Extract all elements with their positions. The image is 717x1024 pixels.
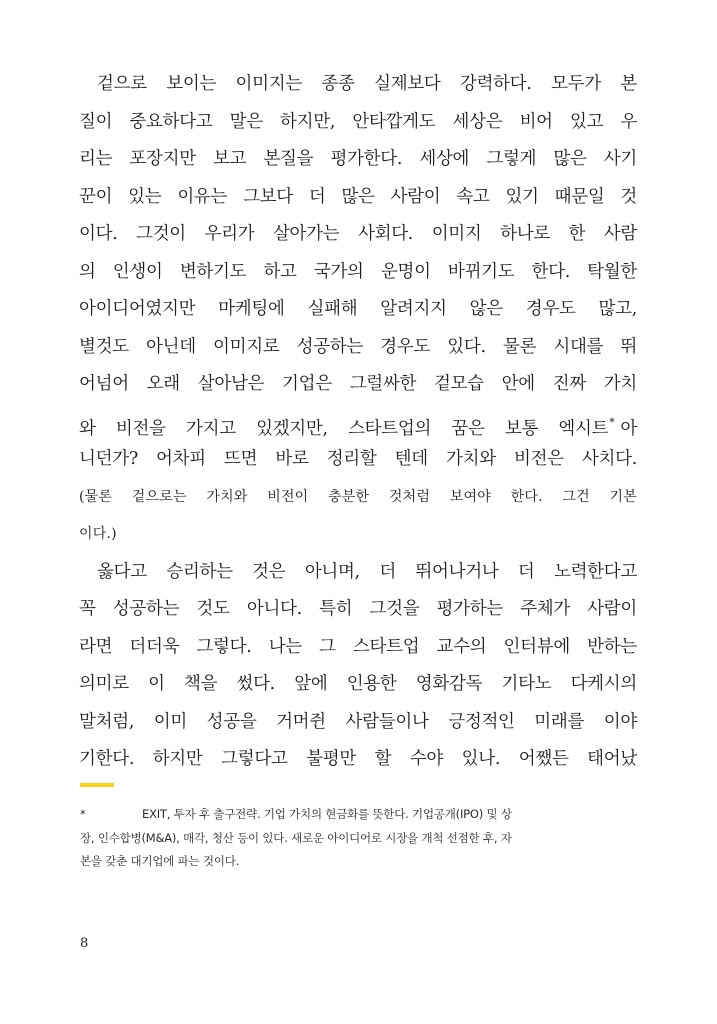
body-line: 의 인생이 변하기도 하고 국가의 운명이 바뀌기도 한다. 탁월한 bbox=[79, 261, 637, 282]
body-line-text: 아 bbox=[620, 418, 637, 439]
body-line: 말처럼, 이미 성공을 거머쥔 사람들이나 긍정적인 미래를 이야 bbox=[79, 711, 637, 732]
footnote-divider bbox=[80, 783, 114, 787]
body-line-with-footnote-ref bbox=[79, 404, 637, 442]
body-line: 어넘어 오래 살아남은 기업은 그럴싸한 겉모습 안에 진짜 가치 bbox=[79, 374, 637, 394]
body-line: 아이디어였지만 마케팅에 실패해 알려지지 않은 경우도 많고, bbox=[79, 299, 637, 319]
body-text bbox=[79, 66, 637, 779]
body-line: 별것도 아닌데 이미지로 성공하는 경우도 있다. 물론 시대를 뛰 bbox=[79, 336, 637, 357]
page-number: 8 bbox=[80, 936, 89, 951]
footnote-line: 장, 인수합병(M&A), 매각, 청산 등이 있다. 새로운 아이디어로 시장을 개척 선점한 후, 자 bbox=[80, 830, 512, 845]
footnote-reference-marker[interactable]: * bbox=[609, 415, 615, 429]
body-line: 꾼이 있는 이유는 그보다 더 많은 사람이 속고 있기 때문일 것 bbox=[79, 186, 637, 207]
body-line: 기한다. 하지만 그렇다고 불평만 할 수야 있나. 어쨌든 태어났 bbox=[79, 749, 637, 769]
body-line: 겉으로 보이는 이미지는 종종 실제보다 강력하다. 모두가 본 bbox=[97, 74, 637, 94]
body-line: 꼭 성공하는 것도 아니다. 특히 그것을 평가하는 주체가 사람이 bbox=[79, 599, 637, 619]
body-line: 옳다고 승리하는 것은 아니며, 더 뛰어나거나 더 노력한다고 bbox=[97, 561, 637, 582]
body-line: 질이 중요하다고 말은 하지만, 안타깝게도 세상은 비어 있고 우 bbox=[79, 111, 637, 132]
footnote-line bbox=[80, 803, 636, 827]
footnote-text: EXIT, 투자 후 출구전략. 기업 가치의 현금화를 뜻한다. 기업공개(IPO) 및 상 bbox=[142, 807, 512, 821]
body-line: 이다. 그것이 우리가 살아가는 사회다. 이미지 하나로 한 사람 bbox=[79, 224, 637, 244]
body-line: 라면 더더욱 그렇다. 나는 그 스타트업 교수의 인터뷰에 반하는 bbox=[79, 636, 637, 657]
footnote bbox=[80, 803, 636, 874]
aside-line: (물론 겉으로는 가치와 비전이 충분한 것처럼 보여야 한다. 그건 기본 bbox=[79, 488, 637, 505]
body-line-text: 와 비전을 가지고 있겠지만, 스타트업의 꿈은 보통 엑시트 bbox=[79, 418, 609, 439]
body-line: 의미로 이 책을 썼다. 앞에 인용한 영화감독 기타노 다케시의 bbox=[79, 674, 637, 694]
body-line: 니던가? 어차피 뜨면 바로 정리할 텐데 가치와 비전은 사치다. bbox=[79, 449, 637, 469]
aside-line: 이다.) bbox=[79, 526, 117, 542]
footnote-marker: * bbox=[80, 807, 86, 821]
body-line: 리는 포장지만 보고 본질을 평가한다. 세상에 그렇게 많은 사기 bbox=[79, 149, 637, 169]
footnote-line: 본을 갖춘 대기업에 파는 것이다. bbox=[80, 854, 240, 868]
